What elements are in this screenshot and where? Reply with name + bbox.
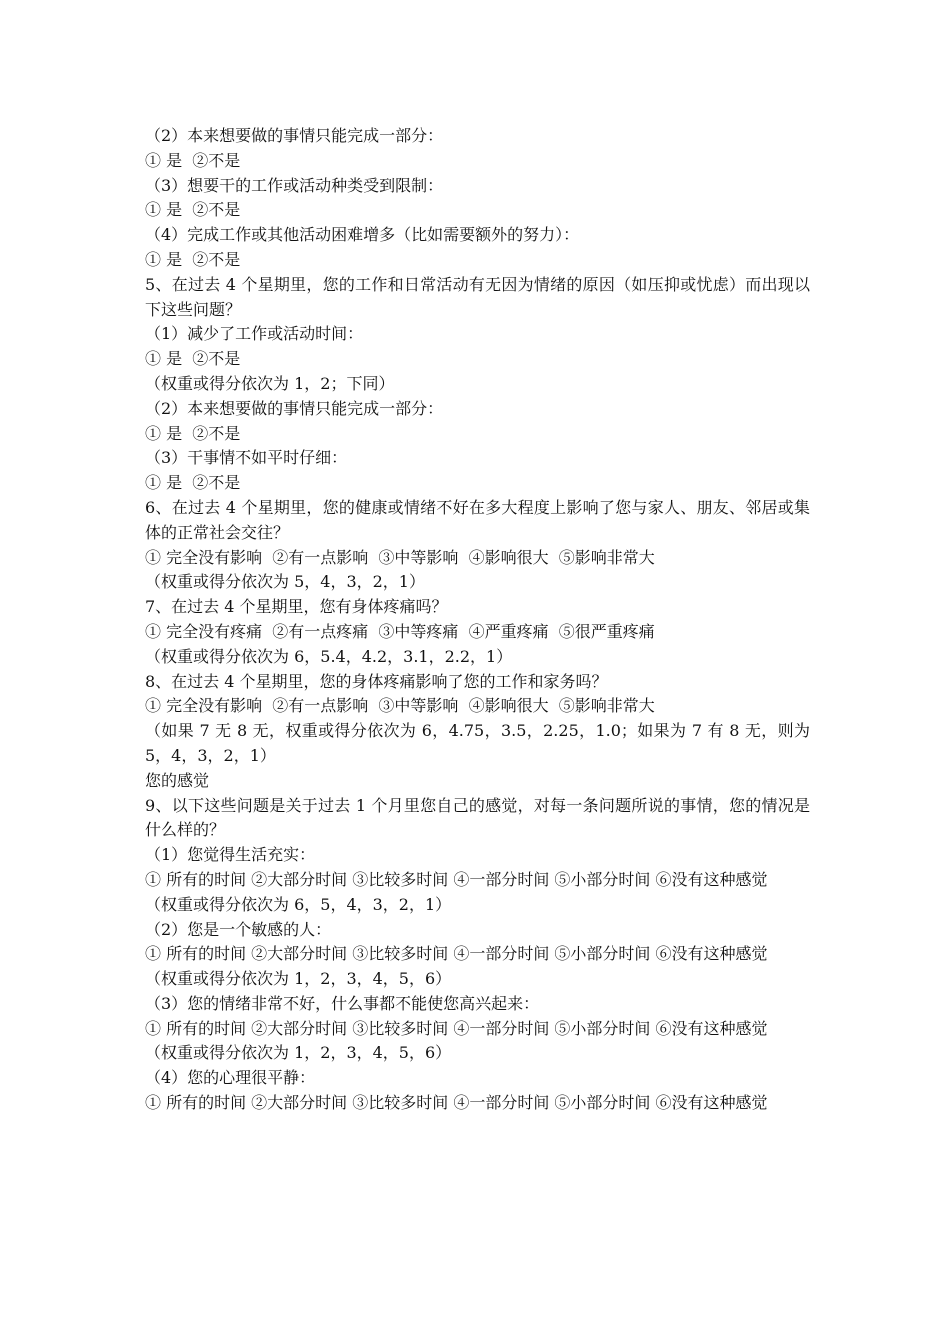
answer-options: ① 是 ②不是 (145, 200, 241, 220)
answer-options: ① 完全没有影响 ②有一点影响 ③中等影响 ④影响很大 ⑤影响非常大 (145, 547, 655, 567)
scoring-note: （权重或得分依次为 1，2，3，4，5，6） (145, 969, 452, 989)
question-5: 5、在过去 4 个星期里，您的工作和日常活动有无因为情绪的原因（如压抑或忧虑）而出现以下这些问题？ (145, 274, 810, 319)
question-4-item-4: （4）完成工作或其他活动困难增多（比如需要额外的努力）： (145, 225, 580, 245)
scoring-note: （权重或得分依次为 1，2，3，4，5，6） (145, 1043, 452, 1063)
scoring-note: （权重或得分依次为 1，2；下同） (145, 373, 395, 393)
answer-options: ① 是 ②不是 (145, 150, 241, 170)
scoring-note: （权重或得分依次为 5，4，3，2，1） (145, 572, 425, 592)
answer-options: ① 所有的时间 ②大部分时间 ③比较多时间 ④一部分时间 ⑤小部分时间 ⑥没有这种感觉 (145, 944, 768, 964)
answer-options: ① 是 ②不是 (145, 249, 241, 269)
answer-options: ① 所有的时间 ②大部分时间 ③比较多时间 ④一部分时间 ⑤小部分时间 ⑥没有这种感觉 (145, 1018, 768, 1038)
answer-options: ① 所有的时间 ②大部分时间 ③比较多时间 ④一部分时间 ⑤小部分时间 ⑥没有这种感觉 (145, 1093, 768, 1113)
document-body (145, 124, 810, 1116)
question-9-item-1: （1）您觉得生活充实： (145, 845, 316, 865)
question-9-item-3: （3）您的情绪非常不好，什么事都不能使您高兴起来： (145, 993, 540, 1013)
answer-options: ① 完全没有影响 ②有一点影响 ③中等影响 ④影响很大 ⑤影响非常大 (145, 696, 655, 716)
question-4-item-2: （2）本来想要做的事情只能完成一部分： (145, 126, 444, 145)
scoring-note: （权重或得分依次为 6，5，4，3，2，1） (145, 894, 452, 914)
question-8: 8、在过去 4 个星期里，您的身体疼痛影响了您的工作和家务吗？ (145, 671, 608, 691)
answer-options: ① 是 ②不是 (145, 423, 241, 443)
answer-options: ① 所有的时间 ②大部分时间 ③比较多时间 ④一部分时间 ⑤小部分时间 ⑥没有这种感觉 (145, 869, 768, 889)
question-5-item-1: （1）减少了工作或活动时间： (145, 324, 364, 344)
question-5-item-3: （3）干事情不如平时仔细： (145, 448, 348, 468)
scoring-note: （权重或得分依次为 6，5.4，4.2，3.1，2.2，1） (145, 646, 513, 666)
answer-options: ① 完全没有疼痛 ②有一点疼痛 ③中等疼痛 ④严重疼痛 ⑤很严重疼痛 (145, 621, 655, 641)
scoring-note: （如果 7 无 8 无，权重或得分依次为 6，4.75，3.5，2.25，1.0；如果为 7 有 8 无，则为 5，4，3，2，1） (145, 721, 810, 765)
answer-options: ① 是 ②不是 (145, 473, 241, 493)
answer-options: ① 是 ②不是 (145, 349, 241, 369)
question-9-item-4: （4）您的心理很平静： (145, 1068, 316, 1088)
question-4-item-3: （3）想要干的工作或活动种类受到限制： (145, 175, 444, 195)
question-5-item-2: （2）本来想要做的事情只能完成一部分： (145, 398, 444, 418)
question-7: 7、在过去 4 个星期里，您有身体疼痛吗？ (145, 597, 448, 617)
section-heading: 您的感觉 (145, 770, 210, 790)
question-9-item-2: （2）您是一个敏感的人： (145, 919, 332, 939)
question-9: 9、以下这些问题是关于过去 1 个月里您自己的感觉，对每一条问题所说的事情，您的情况是什么样的？ (145, 795, 810, 840)
question-6: 6、在过去 4 个星期里，您的健康或情绪不好在多大程度上影响了您与家人、朋友、邻居或集体的正常社会交往？ (145, 497, 810, 542)
